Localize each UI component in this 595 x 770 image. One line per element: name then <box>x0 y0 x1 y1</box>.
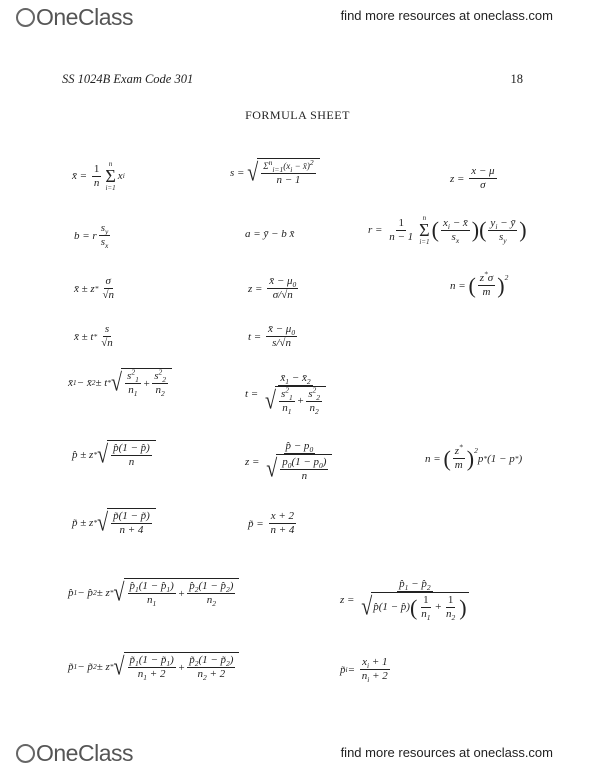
page-number: 18 <box>510 72 523 86</box>
formula-mean: x̄ = $\frac{1}{n}$ n Σ i=1 x i <box>72 160 125 192</box>
logo-text: OneClass <box>36 740 133 766</box>
formula-intercept: a = ȳ − b x̄ <box>245 228 295 240</box>
formula-plus4-estimate: p̃ = $\frac{x + 2}{n + 4}$ <box>248 510 295 536</box>
logo-text: OneClass <box>36 4 133 30</box>
oneclass-logo-icon <box>16 744 35 763</box>
formula-z-test: z = $\frac{x̄ - \mu_0}{\sigma/√n}$ <box>248 275 297 301</box>
formula-z-interval: x̄ ± z * $\frac{\sigma}{√n}$ <box>74 275 114 301</box>
formula-prop-interval: p̂ ± z * √ $\frac{p̂(1 - p̂)}{n}$ <box>72 440 156 469</box>
formula-prop-sample-size: n = ( $\frac{z^*}{m}$ ) $^2$ p * (1 − p * ) <box>425 442 523 471</box>
page-title: FORMULA SHEET <box>245 108 350 122</box>
formula-t-test: t = $\frac{x̄ - \mu_0}{s/√n}$ <box>248 323 296 349</box>
formula-two-sample-interval: x̄ 1 − x̄ 2 ± t * √ $\frac{s^2_1}{n_1}$ + $\frac{s^2_2}{n_2}$ <box>68 368 172 397</box>
formula-two-sample-test: t = $x̄_1$ − $x̄_2$ √ $\frac{s^2_1}{n_1}$ + $\frac{s^2_2}{n_2}$ <box>245 372 330 415</box>
promo-link[interactable]: find more resources at oneclass.com <box>340 8 553 23</box>
formula-t-interval: x̄ ± t * $\frac{s}{√n}$ <box>74 323 113 349</box>
formula-plus4-two-estimate: p̃ i = $\frac{x_i + 1}{n_i + 2}$ <box>340 656 388 685</box>
formula-two-prop-test: z = $p̂_1$ − $p̂_2$ √ p̂(1 − p̂) ( $\frac{1}{n_1}$ + $\frac{1}{n_2}$ ) <box>340 578 467 623</box>
oneclass-logo-footer[interactable] <box>16 740 133 767</box>
promo-link-footer[interactable]: find more resources at oneclass.com <box>340 745 553 760</box>
formula-two-prop-interval: p̂ 1 − p̂ 2 ± z * √ $\frac{p̂_1(1 - p̂_1)}{n_1}$ + $\frac{p̂_2(1 - p̂_2)}{n_2}$ <box>68 578 239 607</box>
formula-sd: s = √ $\frac{\Sigma^n_{i=1}(x_i - x̄)^2}{n - 1}$ <box>230 158 320 187</box>
formula-plus4-two-interval: p̃ 1 − p̃ 2 ± z * √ $\frac{p̃_1(1 - p̃_1)}{n_1 + 2}$ + $\frac{p̃_2(1 - p̃_2)}{n_2 + 2}$ <box>68 652 239 681</box>
formula-slope: b = r $\frac{s_y}{s_x}$ <box>74 222 109 251</box>
formula-correlation: r = $\frac{1}{n - 1}$ n Σ i=1 ( $\frac{x_i - x̄}{s_x}$ ) ( $\frac{y_i - ȳ}{s_y}$ ) <box>368 214 527 246</box>
formula-sample-size: n = ( $\frac{z^*\sigma}{m}$ ) $^2$ <box>450 269 509 298</box>
course-header: SS 1024B Exam Code 301 <box>62 72 194 86</box>
formula-plus4-interval: p̃ ± z * √ $\frac{p̃(1 - p̃)}{n + 4}$ <box>72 508 156 537</box>
formula-zscore: z = $\frac{x - \mu}{\sigma}$ <box>450 165 495 191</box>
formula-prop-test: z = p̂ − $p_0$ √ $\frac{p_0(1 - p_0)}{n}$ <box>245 440 336 483</box>
oneclass-logo[interactable] <box>16 4 133 31</box>
oneclass-logo-icon <box>16 8 35 27</box>
